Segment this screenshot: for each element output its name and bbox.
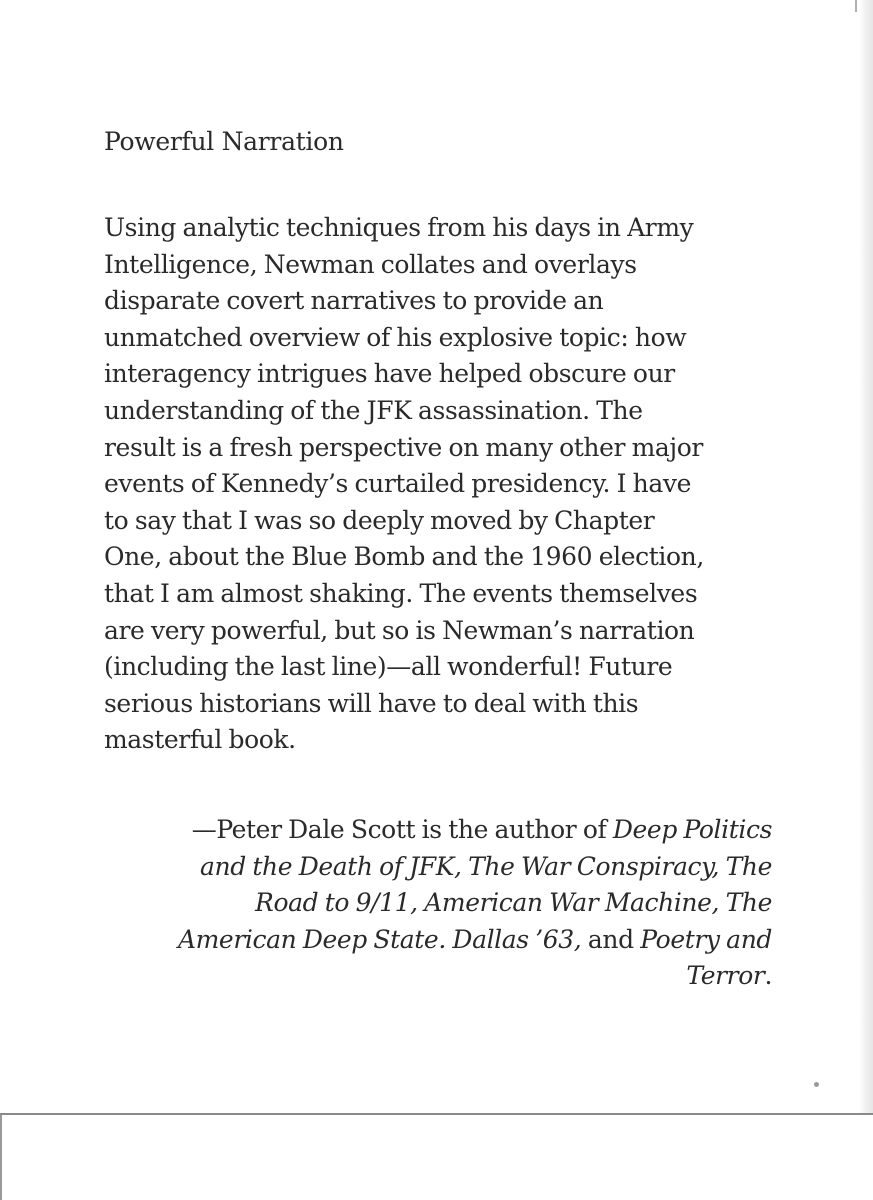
body-line: One, about the Blue Bomb and the 1960 election, xyxy=(104,542,704,572)
body-line: Intelligence, Newman collates and overlays xyxy=(104,249,637,279)
scan-edge-mark xyxy=(855,0,857,12)
body-paragraph xyxy=(104,210,804,759)
body-line: disparate covert narratives to provide an xyxy=(104,286,604,316)
book-title: Terror xyxy=(686,961,765,991)
book-title: Poetry and xyxy=(640,924,772,954)
body-line: to say that I was so deeply moved by Chapter xyxy=(104,505,655,535)
body-line: result is a fresh perspective on many other major xyxy=(104,432,703,462)
book-title: and the Death of JFK, The War Conspiracy, The xyxy=(200,851,772,881)
attribution-line xyxy=(92,812,772,849)
body-line: (including the last line)—all wonderful! Future xyxy=(104,652,673,682)
body-line: are very powerful, but so is Newman’s narration xyxy=(104,615,695,645)
body-line: that I am almost shaking. The events themselves xyxy=(104,578,698,608)
attribution-text: —Peter Dale Scott is the author of xyxy=(191,815,613,844)
body-line: events of Kennedy’s curtailed presidency. I have xyxy=(104,469,691,499)
body-line: serious historians will have to deal with this xyxy=(104,688,639,718)
attribution-block xyxy=(92,812,772,995)
body-line: Using analytic techniques from his days in Army xyxy=(104,213,694,242)
dust-speck xyxy=(814,1082,819,1087)
scanner-bed-area xyxy=(0,1115,873,1200)
attribution-text: and xyxy=(581,924,641,954)
body-line: interagency intrigues have helped obscure our xyxy=(104,359,675,389)
book-title: Road to 9/11, American War Machine, The xyxy=(255,888,772,918)
attribution-line xyxy=(92,958,772,995)
attribution-text: . xyxy=(764,961,772,991)
attribution-line xyxy=(92,885,772,922)
book-title: Deep Politics xyxy=(612,815,772,844)
book-title: American Deep State. Dallas ’63, xyxy=(177,924,582,954)
page-title: Powerful Narration xyxy=(104,127,344,156)
scan-shadow-edge xyxy=(859,0,873,1114)
body-line: unmatched overview of his explosive topic: how xyxy=(104,322,687,352)
attribution-line xyxy=(92,922,772,959)
body-line: masterful book. xyxy=(104,725,296,755)
body-line: understanding of the JFK assassination. The xyxy=(104,395,643,425)
scanner-left-mark xyxy=(0,1115,2,1200)
attribution-line xyxy=(92,849,772,886)
